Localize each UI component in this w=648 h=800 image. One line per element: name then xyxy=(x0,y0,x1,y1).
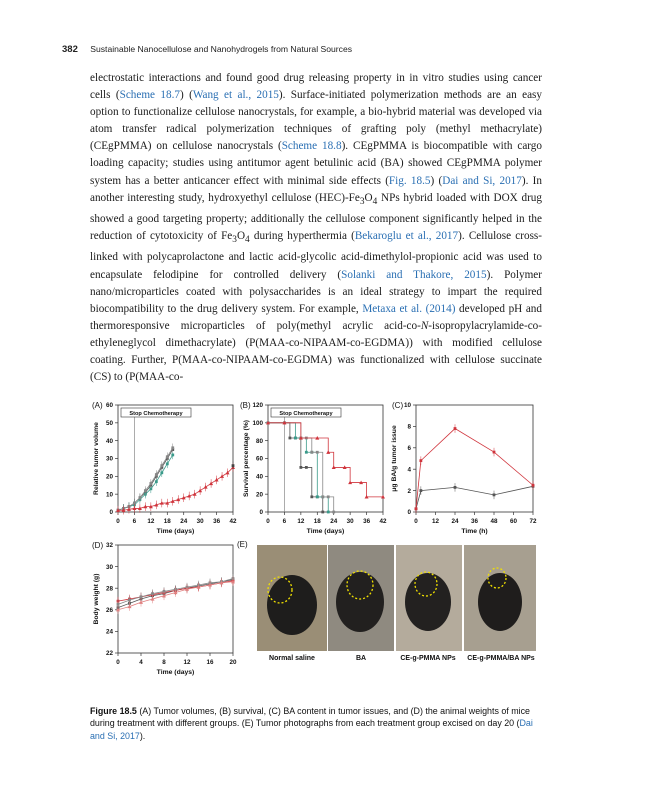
data-point xyxy=(294,437,297,440)
figure-caption xyxy=(90,705,545,742)
chart-panel-d xyxy=(92,541,237,676)
citation-link[interactable]: Dai and Si, 2017 xyxy=(90,718,533,741)
x-axis-label: Time (days) xyxy=(156,528,195,535)
y-axis-label: Body weight (g) xyxy=(93,573,100,625)
y-tick-label: 0 xyxy=(109,509,113,517)
series-line xyxy=(416,486,533,508)
y-tick-label: 20 xyxy=(255,491,263,499)
panel-label: (B) xyxy=(240,401,251,410)
data-point xyxy=(209,481,213,485)
stop-label: Stop Chemotherapy xyxy=(279,411,333,417)
subscript: 3 xyxy=(359,196,365,207)
x-axis-label: Time (days) xyxy=(306,528,345,535)
data-point xyxy=(204,485,208,489)
y-tick-label: 20 xyxy=(105,473,113,481)
series-line xyxy=(416,429,533,509)
data-point xyxy=(415,507,418,510)
y-tick-label: 0 xyxy=(259,509,263,517)
text: during hyperthermia ( xyxy=(249,230,355,243)
subscript: 3 xyxy=(232,235,237,246)
caption-label: Figure 18.5 xyxy=(90,706,137,716)
citation-link[interactable]: Metaxa et al. (2014) xyxy=(362,302,456,315)
text: ) ( xyxy=(179,89,193,102)
data-point xyxy=(419,489,422,492)
data-point xyxy=(305,466,308,469)
photo-label: CE-g-PMMA/BA NPs xyxy=(467,655,535,662)
plot-frame xyxy=(268,405,383,512)
x-tick-label: 30 xyxy=(346,518,354,525)
tumor-photos xyxy=(257,545,536,651)
x-tick-label: 24 xyxy=(180,518,188,525)
text: ). CEgPMMA is biocompatible with cargo loading capacity; studies using antitumor agent betulinic acid (BA) showed CEgPMMA polymer system has a better anticancer effect with minimal side effects ( xyxy=(90,140,542,187)
chart-panel-c xyxy=(391,401,537,535)
x-tick-label: 24 xyxy=(451,518,459,525)
x-tick-label: 60 xyxy=(509,518,518,525)
x-tick-label: 16 xyxy=(206,659,214,666)
series xyxy=(415,424,535,513)
subscript: 4 xyxy=(245,235,250,246)
data-point xyxy=(144,489,147,492)
series-line xyxy=(268,423,328,512)
data-point xyxy=(321,495,324,498)
plot-frame xyxy=(416,405,533,512)
data-point xyxy=(220,474,224,478)
y-tick-label: 60 xyxy=(105,402,113,410)
citation-link[interactable]: Dai and Si, 2017 xyxy=(442,174,522,187)
y-tick-label: 0 xyxy=(407,509,411,517)
x-tick-label: 0 xyxy=(266,518,270,525)
x-axis-label: Time (days) xyxy=(156,669,195,676)
data-point xyxy=(149,482,152,485)
y-axis-label: μg BA/g tumor issue xyxy=(391,425,398,492)
mouse-shape xyxy=(336,572,384,632)
data-point xyxy=(454,486,457,489)
data-point xyxy=(310,495,313,498)
data-point xyxy=(155,480,158,483)
text: ). In another interesting study, hydroxyethyl cellulose (HEC)-Fe xyxy=(90,174,542,204)
x-tick-label: 12 xyxy=(297,518,305,525)
panel-label: (D) xyxy=(92,541,104,550)
text: NPs hybrid loaded with DOX drug showed a good targeting property; additionally the cellulose component significantly helped in the reduction of cytotoxicity of Fe xyxy=(90,191,542,243)
data-point xyxy=(151,592,154,595)
panel-label: (A) xyxy=(92,401,103,410)
data-point xyxy=(140,595,143,598)
data-point xyxy=(171,454,174,457)
data-point xyxy=(166,462,169,465)
series-line xyxy=(118,450,173,511)
y-tick-label: 40 xyxy=(255,473,263,481)
stop-label: Stop Chemotherapy xyxy=(129,411,183,417)
data-point xyxy=(193,492,197,496)
page-number: 382 xyxy=(62,44,78,55)
data-point xyxy=(327,511,330,514)
x-tick-label: 0 xyxy=(116,659,120,666)
plot-frame xyxy=(118,545,233,653)
data-point xyxy=(160,464,163,467)
scheme-link[interactable]: Scheme 18.7 xyxy=(119,89,180,102)
x-tick-label: 72 xyxy=(529,518,537,525)
series xyxy=(266,421,385,499)
text: electrostatic interactions and found good drug releasing property in in vitro studies using cancer cells ( xyxy=(90,72,542,102)
citation-link[interactable]: Wang et al., 2015 xyxy=(192,89,279,102)
data-point xyxy=(139,496,142,499)
mouse-shape xyxy=(405,573,451,631)
chart-panel-a xyxy=(92,401,237,535)
y-tick-label: 8 xyxy=(407,423,411,431)
x-axis-label: Time (h) xyxy=(461,528,488,535)
y-tick-label: 100 xyxy=(252,420,263,428)
x-tick-label: 42 xyxy=(379,518,387,525)
mouse-shape xyxy=(267,575,317,635)
series xyxy=(267,421,330,513)
data-point xyxy=(166,455,169,458)
text: O xyxy=(236,230,246,243)
photo-label: Normal saline xyxy=(269,655,315,662)
text: ). Surface-initiated polymerization methods are an easy option to functionalize cellulose nanocrystals, for example, a bio-hybrid material was developed via atom transfer radical polymerization techniques of grafting poly (methyl methacrylate) (CEgPMMA) on cellulose nanocrystals ( xyxy=(90,89,542,153)
data-point xyxy=(493,493,496,496)
data-point xyxy=(155,473,158,476)
y-tick-label: 26 xyxy=(105,607,113,614)
caption-end: ). xyxy=(139,730,146,741)
y-tick-label: 40 xyxy=(105,437,113,445)
x-tick-label: 12 xyxy=(147,518,155,525)
data-point xyxy=(305,451,308,454)
data-point xyxy=(316,495,319,498)
x-tick-label: 36 xyxy=(363,518,371,525)
x-tick-label: 24 xyxy=(330,518,338,525)
x-tick-label: 12 xyxy=(183,659,191,666)
y-tick-label: 28 xyxy=(105,585,113,593)
data-point xyxy=(332,511,335,514)
y-axis-label: Survival percentage (%) xyxy=(243,419,250,498)
y-tick-label: 30 xyxy=(105,563,113,571)
panel-label: (C) xyxy=(392,401,404,410)
x-tick-label: 42 xyxy=(229,518,237,525)
panel-label-e: (E) xyxy=(237,540,248,549)
caption-text: (A) Tumor volumes, (B) survival, (C) BA content in tumor issues, and (D) the animal weights of mice during treatment with different groups. (E) Tumor photographs from each treatment group excised on day 20 ( xyxy=(90,706,530,729)
citation-link[interactable]: Bekaroglu et al., 2017 xyxy=(354,230,459,243)
y-axis-label: Relative tumor volume xyxy=(93,422,100,495)
x-tick-label: 6 xyxy=(132,518,137,525)
text: ). Cellulose cross-linked with polycaprolactone and lactic acid-glycolic acid-dimethylol-propionic acid was used to encapsulate felodipine for controlled delivery ( xyxy=(90,230,542,281)
text: ) ( xyxy=(430,174,443,187)
y-tick-label: 50 xyxy=(105,420,113,428)
data-point xyxy=(419,459,422,462)
x-tick-label: 36 xyxy=(470,518,479,525)
text: ). Polymer nano/microparticles coated with polysaccharides is an ideal strategy to impart the required biocompatibility to the drug delivery system. For example, xyxy=(90,268,542,315)
data-point xyxy=(117,603,120,606)
series xyxy=(415,482,535,513)
x-tick-label: 8 xyxy=(162,659,166,666)
data-point xyxy=(232,464,235,467)
text: developed pH and thermoresponsive microparticles of poly(methyl acrylic acid-co- xyxy=(90,302,542,332)
citation-link[interactable]: Solanki and Thakore, 2015 xyxy=(341,268,487,281)
data-point xyxy=(289,437,292,440)
x-tick-label: 20 xyxy=(229,659,237,666)
data-point xyxy=(133,502,136,505)
running-title: Sustainable Nanocellulose and Nanohydrogels from Natural Sources xyxy=(90,44,353,54)
x-tick-label: 18 xyxy=(163,518,171,525)
y-tick-label: 10 xyxy=(403,402,411,410)
x-tick-label: 4 xyxy=(139,659,143,666)
data-point xyxy=(454,427,457,430)
italic-text: N xyxy=(420,319,429,332)
scheme-link[interactable]: Scheme 18.8 xyxy=(281,140,342,153)
data-point xyxy=(171,446,174,449)
photo-label: BA xyxy=(355,655,367,662)
y-tick-label: 32 xyxy=(105,542,113,550)
data-point xyxy=(327,495,330,498)
x-tick-label: 30 xyxy=(196,518,204,525)
data-point xyxy=(149,487,152,490)
y-tick-label: 120 xyxy=(252,402,263,410)
text: O xyxy=(364,191,373,204)
series-line xyxy=(268,423,383,497)
data-point xyxy=(160,471,163,474)
data-point xyxy=(198,489,202,493)
data-point xyxy=(532,484,535,487)
series-line xyxy=(118,448,173,510)
x-tick-label: 0 xyxy=(414,518,418,525)
y-tick-label: 22 xyxy=(105,650,113,658)
y-tick-label: 60 xyxy=(255,455,263,463)
y-tick-label: 4 xyxy=(407,466,411,474)
y-tick-label: 10 xyxy=(105,491,113,499)
data-point xyxy=(215,478,219,482)
x-tick-label: 0 xyxy=(116,518,120,525)
photo-label: CE-g-PMMA NPs xyxy=(400,655,456,662)
x-tick-label: 48 xyxy=(490,518,498,525)
figure-link[interactable]: Fig. 18.5 xyxy=(388,174,431,187)
mouse-shape xyxy=(478,573,522,631)
y-tick-label: 24 xyxy=(105,628,113,636)
chart-panel-b xyxy=(240,401,387,535)
data-point xyxy=(128,599,131,602)
data-point xyxy=(321,511,324,514)
data-point xyxy=(299,466,302,469)
series xyxy=(116,463,235,514)
plot-frame xyxy=(118,405,233,512)
data-point xyxy=(310,451,313,454)
x-tick-label: 12 xyxy=(431,518,440,525)
y-tick-label: 2 xyxy=(407,487,411,495)
data-point xyxy=(493,451,496,454)
x-tick-label: 36 xyxy=(213,518,221,525)
y-tick-label: 80 xyxy=(255,437,263,445)
text: -isopropylacrylamide-co-ethyleneglycol dimethacrylate) (P(MAA-co-NIPAAM-co-EGDMA)) with modified cellulose coating. Further, P(MAA-co-NIPAAM-co-EGDMA) was functionalized with cellulose succinate (CS) to (P(MAA-co- xyxy=(90,319,542,384)
data-point xyxy=(316,451,319,454)
x-tick-label: 18 xyxy=(313,518,321,525)
y-tick-label: 30 xyxy=(105,455,113,463)
subscript: 4 xyxy=(372,196,378,207)
x-tick-label: 6 xyxy=(282,518,287,525)
y-tick-label: 6 xyxy=(407,445,411,452)
